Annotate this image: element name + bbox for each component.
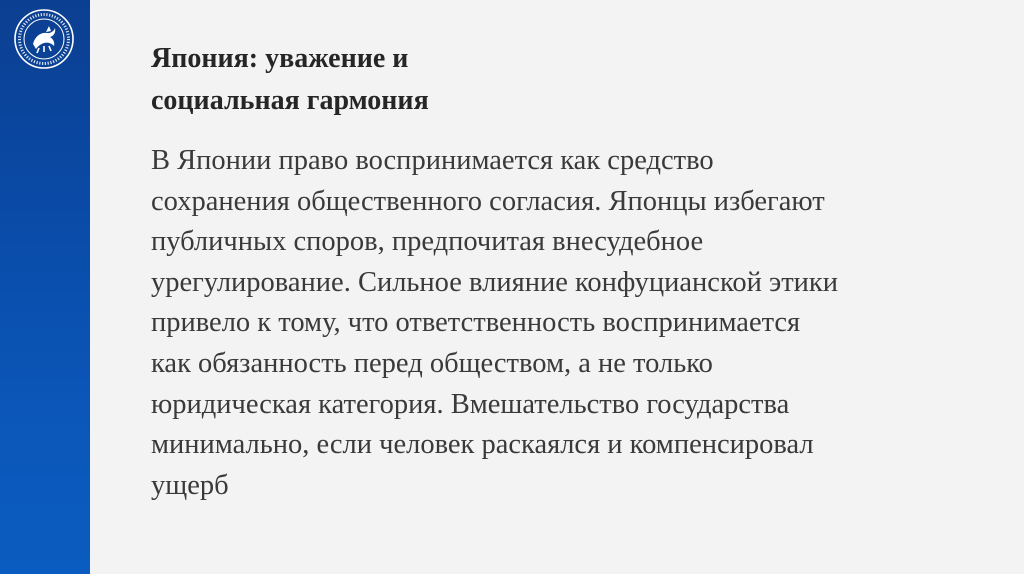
body-line: урегулирование. Сильное влияние конфуцианской этики xyxy=(151,266,839,298)
body-line: привело к тому, что ответственность воспринимается xyxy=(151,307,801,339)
sidebar-band xyxy=(0,0,90,574)
university-crest-icon xyxy=(13,8,75,70)
body-line: ущерб xyxy=(151,469,229,501)
title-line: социальная гармония xyxy=(151,85,429,116)
slide-title xyxy=(151,38,851,122)
body-line: как обязанность перед обществом, а не только xyxy=(151,347,713,379)
body-line: минимально, если человек раскаялся и компенсировал xyxy=(151,429,814,461)
body-line: сохранения общественного согласия. Японцы избегают xyxy=(151,185,825,217)
body-line: юридическая категория. Вмешательство государства xyxy=(151,388,790,420)
body-line: публичных споров, предпочитая внесудебное xyxy=(151,226,704,258)
body-line: В Японии право воспринимается как средство xyxy=(151,145,714,176)
title-line: Япония: уважение и xyxy=(151,43,409,74)
slide-body-text xyxy=(151,141,991,506)
